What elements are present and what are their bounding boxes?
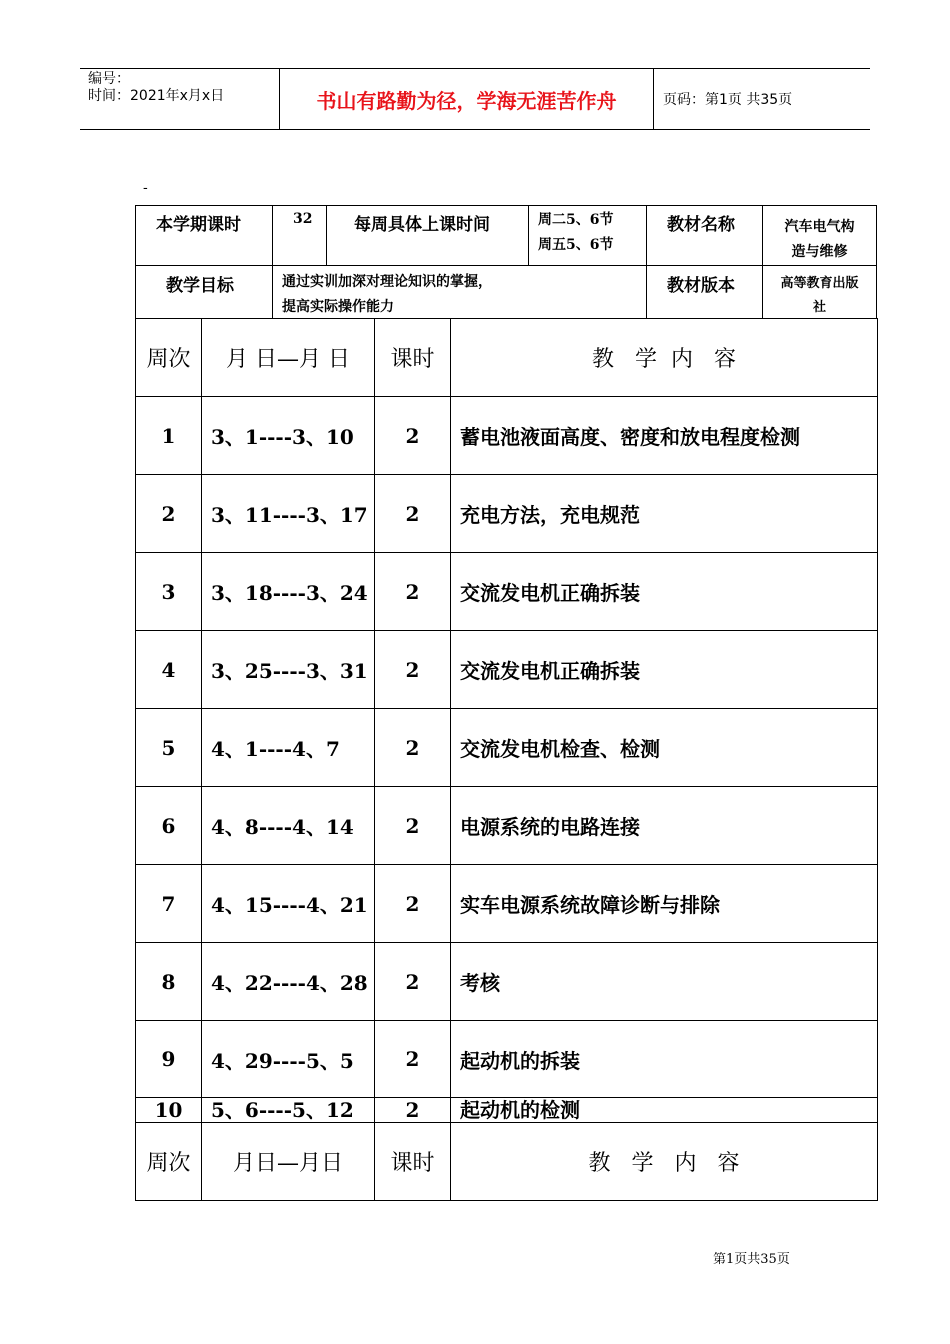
- content-cell: 起动机的拆装: [451, 1021, 878, 1098]
- date-cell: 4、8----4、14: [202, 787, 375, 865]
- edition-line1: 高等教育出版: [780, 276, 859, 291]
- date-cell: 3、18----3、24: [202, 553, 375, 631]
- col-hours: 课时: [375, 319, 451, 397]
- col-week: 周次: [136, 319, 202, 397]
- date-cell: 4、22----4、28: [202, 943, 375, 1021]
- hours-cell: 2: [375, 397, 451, 475]
- content-cell: 起动机的检测: [451, 1098, 878, 1123]
- hours-value: 32: [293, 211, 313, 227]
- col-date: 月 日—月 日: [202, 319, 375, 397]
- date-cell: 3、25----3、31: [202, 631, 375, 709]
- content-cell: 蓄电池液面高度、密度和放电程度检测: [451, 397, 878, 475]
- date-cell: 4、1----4、7: [202, 709, 375, 787]
- content-cell: 充电方法，充电规范: [451, 475, 878, 553]
- content-cell: 交流发电机正确拆装: [451, 553, 878, 631]
- goal-text-cell: [272, 265, 647, 319]
- week-cell: 6: [136, 787, 202, 865]
- page-footer: 第1页共35页: [713, 1252, 790, 1267]
- week-cell: 5: [136, 709, 202, 787]
- number-label: 编号：: [88, 71, 130, 87]
- dash-mark: -: [143, 180, 148, 196]
- book-label: 教材名称: [667, 215, 735, 235]
- col-hours: 课时: [375, 1123, 451, 1201]
- date-cell: 5、6----5、12: [202, 1098, 375, 1123]
- content-cell: 电源系统的电路连接: [451, 787, 878, 865]
- week-cell: 10: [136, 1098, 202, 1123]
- edition-label-cell: [646, 265, 763, 319]
- hours-cell: 2: [375, 553, 451, 631]
- table-row: [136, 1021, 878, 1098]
- book-label-cell: [646, 205, 763, 266]
- weekly-label: 每周具体上课时间: [354, 215, 490, 235]
- hours-cell: 2: [375, 475, 451, 553]
- week-cell: 1: [136, 397, 202, 475]
- hours-cell: 2: [375, 865, 451, 943]
- book-line2: 造与维修: [791, 244, 848, 260]
- week-cell: 2: [136, 475, 202, 553]
- table-row: [136, 631, 878, 709]
- hours-cell: 2: [375, 1021, 451, 1098]
- table-row: [136, 709, 878, 787]
- hours-cell: 2: [375, 709, 451, 787]
- col-date: 月日—月日: [202, 1123, 375, 1201]
- hours-cell: 2: [375, 787, 451, 865]
- table-header-row: [136, 319, 878, 397]
- table-row: [136, 475, 878, 553]
- header-motto: 书山有路勤为径，学海无涯苦作舟: [280, 69, 654, 129]
- week-cell: 8: [136, 943, 202, 1021]
- table-row: [136, 943, 878, 1021]
- book-line1: 汽车电气构: [784, 219, 855, 235]
- date-cell: 4、29----5、5: [202, 1021, 375, 1098]
- hours-cell: 2: [375, 943, 451, 1021]
- goal-line1: 通过实训加深对理论知识的掌握，: [282, 274, 492, 290]
- table-row: [136, 553, 878, 631]
- date-cell: 3、11----3、17: [202, 475, 375, 553]
- header-page-label: 页码：第1页 共35页: [663, 92, 793, 108]
- time-label: 时间：2021年x月x日: [88, 88, 225, 104]
- table-row: [136, 787, 878, 865]
- weekly-line1: 周二5、6节: [538, 212, 614, 228]
- edition-line2: 社: [812, 300, 826, 315]
- content-cell: 交流发电机检查、检测: [451, 709, 878, 787]
- page-header: [80, 68, 870, 130]
- edition-value-cell: [762, 265, 877, 319]
- hours-label-cell: [135, 205, 273, 266]
- content-cell: 交流发电机正确拆装: [451, 631, 878, 709]
- goal-line2: 提高实际操作能力: [282, 299, 394, 315]
- schedule-table: [135, 318, 878, 1201]
- header-meta: [80, 69, 280, 129]
- content-cell: 实车电源系统故障诊断与排除: [451, 865, 878, 943]
- book-name-cell: [762, 205, 877, 266]
- weekly-label-cell: [326, 205, 529, 266]
- hours-cell: 2: [375, 1098, 451, 1123]
- week-cell: 7: [136, 865, 202, 943]
- col-content: 教 学 内 容: [451, 319, 878, 397]
- col-week: 周次: [136, 1123, 202, 1201]
- content-cell: 考核: [451, 943, 878, 1021]
- goal-label: 教学目标: [166, 276, 234, 296]
- table-header-row: [136, 1123, 878, 1201]
- date-cell: 3、1----3、10: [202, 397, 375, 475]
- hours-cell: 2: [375, 631, 451, 709]
- col-content: 教 学 内 容: [451, 1123, 878, 1201]
- week-cell: 9: [136, 1021, 202, 1098]
- weekly-line2: 周五5、6节: [538, 237, 614, 253]
- table-row: [136, 865, 878, 943]
- edition-label: 教材版本: [667, 276, 735, 296]
- table-row: [136, 1098, 878, 1123]
- goal-label-cell: [135, 265, 273, 319]
- week-cell: 4: [136, 631, 202, 709]
- table-row: [136, 397, 878, 475]
- weekly-time-cell: [528, 205, 647, 266]
- hours-label: 本学期课时: [156, 215, 241, 235]
- date-cell: 4、15----4、21: [202, 865, 375, 943]
- hours-value-cell: [272, 205, 327, 266]
- week-cell: 3: [136, 553, 202, 631]
